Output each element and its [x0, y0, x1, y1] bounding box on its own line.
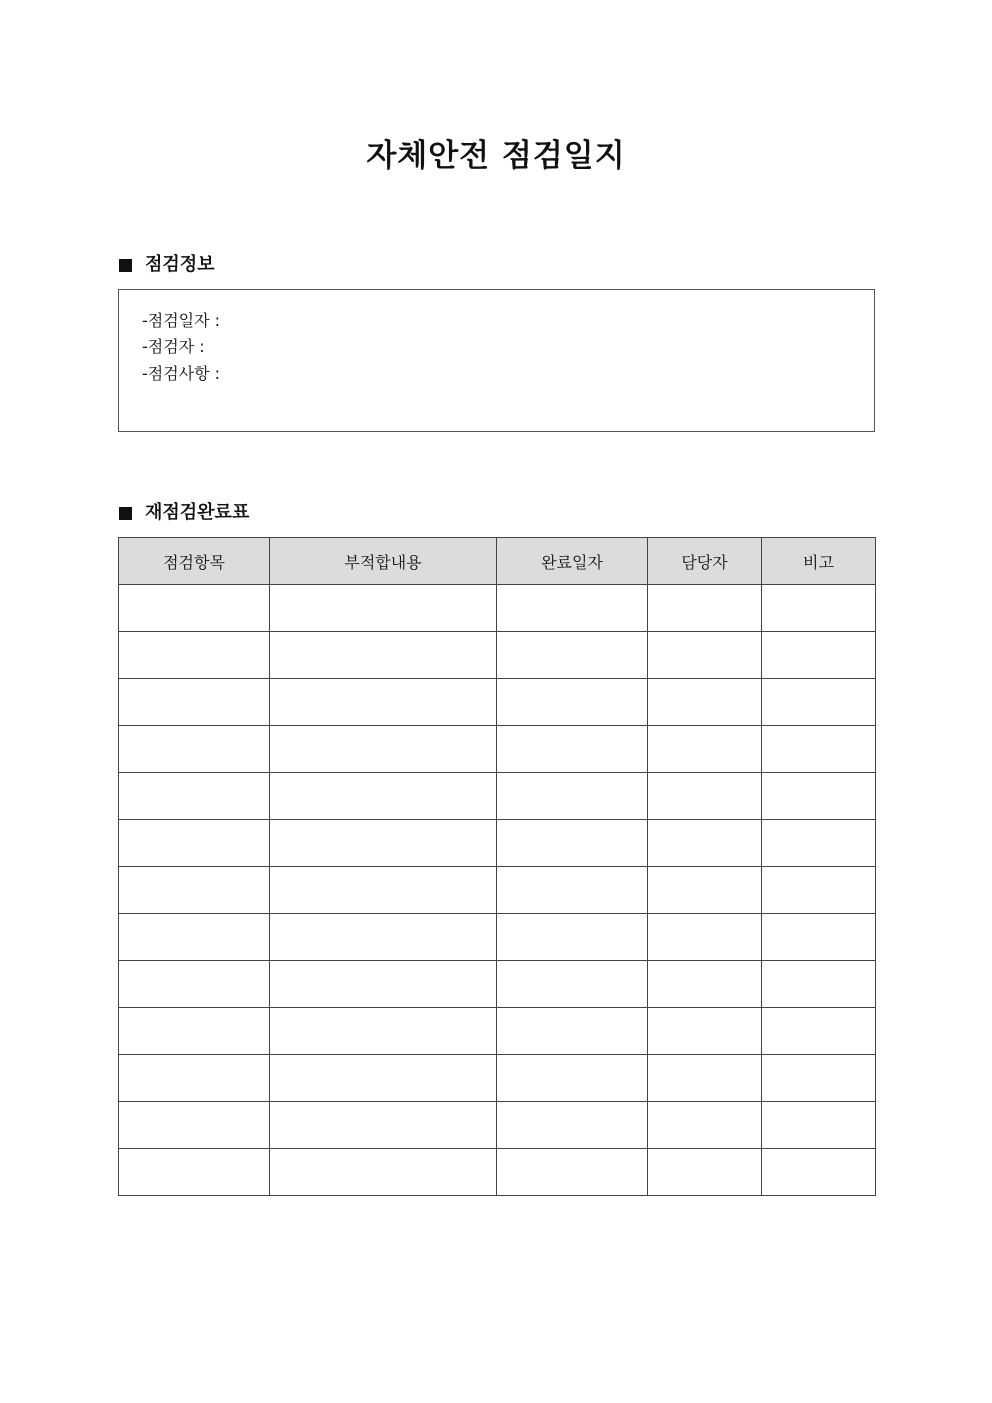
page-title: 자체안전 점검일지 [366, 138, 626, 174]
cell-person-in-charge[interactable] [648, 961, 762, 1008]
square-bullet-icon [119, 259, 132, 272]
section-heading-label: 점검정보 [145, 254, 215, 275]
table-row [119, 961, 876, 1008]
cell-inspection-item[interactable] [119, 1149, 270, 1196]
cell-completion-date[interactable] [497, 1149, 648, 1196]
cell-person-in-charge[interactable] [648, 726, 762, 773]
cell-completion-date[interactable] [497, 679, 648, 726]
inspector-field[interactable]: -점검자 : [142, 337, 205, 356]
cell-nonconformity[interactable] [270, 961, 497, 1008]
cell-nonconformity[interactable] [270, 679, 497, 726]
cell-inspection-item[interactable] [119, 585, 270, 632]
completion-table [118, 537, 876, 1196]
cell-completion-date[interactable] [497, 585, 648, 632]
cell-remarks[interactable] [762, 1149, 876, 1196]
cell-person-in-charge[interactable] [648, 820, 762, 867]
inspection-info-box [118, 289, 875, 432]
column-header-remarks: 비고 [762, 538, 876, 585]
table-row [119, 1055, 876, 1102]
cell-person-in-charge[interactable] [648, 632, 762, 679]
cell-inspection-item[interactable] [119, 867, 270, 914]
column-header-completion-date: 완료일자 [497, 538, 648, 585]
cell-remarks[interactable] [762, 585, 876, 632]
cell-nonconformity[interactable] [270, 1055, 497, 1102]
cell-completion-date[interactable] [497, 914, 648, 961]
cell-nonconformity[interactable] [270, 820, 497, 867]
cell-person-in-charge[interactable] [648, 1149, 762, 1196]
table-row [119, 679, 876, 726]
cell-completion-date[interactable] [497, 867, 648, 914]
table-row [119, 726, 876, 773]
cell-nonconformity[interactable] [270, 914, 497, 961]
cell-remarks[interactable] [762, 773, 876, 820]
cell-nonconformity[interactable] [270, 1102, 497, 1149]
column-header-person-in-charge: 담당자 [648, 538, 762, 585]
cell-person-in-charge[interactable] [648, 1102, 762, 1149]
cell-inspection-item[interactable] [119, 914, 270, 961]
cell-nonconformity[interactable] [270, 773, 497, 820]
cell-person-in-charge[interactable] [648, 1055, 762, 1102]
cell-completion-date[interactable] [497, 1102, 648, 1149]
cell-nonconformity[interactable] [270, 585, 497, 632]
cell-inspection-item[interactable] [119, 632, 270, 679]
column-header-inspection-item: 점검항목 [119, 538, 270, 585]
inspection-date-field[interactable]: -점검일자 : [142, 311, 221, 330]
table-row [119, 773, 876, 820]
cell-completion-date[interactable] [497, 632, 648, 679]
table-row [119, 820, 876, 867]
cell-inspection-item[interactable] [119, 726, 270, 773]
cell-person-in-charge[interactable] [648, 773, 762, 820]
cell-inspection-item[interactable] [119, 961, 270, 1008]
table-row [119, 1008, 876, 1055]
cell-person-in-charge[interactable] [648, 914, 762, 961]
cell-remarks[interactable] [762, 726, 876, 773]
cell-completion-date[interactable] [497, 726, 648, 773]
cell-completion-date[interactable] [497, 820, 648, 867]
cell-completion-date[interactable] [497, 773, 648, 820]
cell-inspection-item[interactable] [119, 679, 270, 726]
cell-inspection-item[interactable] [119, 1008, 270, 1055]
inspection-items-field[interactable]: -점검사항 : [142, 364, 221, 383]
table-row [119, 1102, 876, 1149]
cell-completion-date[interactable] [497, 1008, 648, 1055]
cell-remarks[interactable] [762, 914, 876, 961]
section-heading-completion-table [119, 500, 249, 526]
cell-nonconformity[interactable] [270, 1149, 497, 1196]
cell-remarks[interactable] [762, 820, 876, 867]
table-row [119, 632, 876, 679]
cell-inspection-item[interactable] [119, 820, 270, 867]
square-bullet-icon [119, 507, 132, 520]
cell-inspection-item[interactable] [119, 1055, 270, 1102]
cell-completion-date[interactable] [497, 1055, 648, 1102]
cell-inspection-item[interactable] [119, 773, 270, 820]
section-heading-label: 재점검완료표 [145, 502, 250, 523]
table-row [119, 585, 876, 632]
cell-person-in-charge[interactable] [648, 1008, 762, 1055]
cell-remarks[interactable] [762, 632, 876, 679]
cell-person-in-charge[interactable] [648, 679, 762, 726]
cell-remarks[interactable] [762, 1008, 876, 1055]
table-row [119, 867, 876, 914]
cell-remarks[interactable] [762, 961, 876, 1008]
table-row [119, 914, 876, 961]
cell-remarks[interactable] [762, 1055, 876, 1102]
column-header-nonconformity: 부적합내용 [270, 538, 497, 585]
cell-nonconformity[interactable] [270, 1008, 497, 1055]
section-heading-inspection-info [119, 252, 215, 278]
table-header-row [119, 538, 876, 585]
cell-remarks[interactable] [762, 679, 876, 726]
cell-nonconformity[interactable] [270, 726, 497, 773]
cell-person-in-charge[interactable] [648, 867, 762, 914]
cell-person-in-charge[interactable] [648, 585, 762, 632]
table-row [119, 1149, 876, 1196]
cell-completion-date[interactable] [497, 961, 648, 1008]
cell-nonconformity[interactable] [270, 632, 497, 679]
cell-nonconformity[interactable] [270, 867, 497, 914]
cell-remarks[interactable] [762, 1102, 876, 1149]
cell-inspection-item[interactable] [119, 1102, 270, 1149]
cell-remarks[interactable] [762, 867, 876, 914]
